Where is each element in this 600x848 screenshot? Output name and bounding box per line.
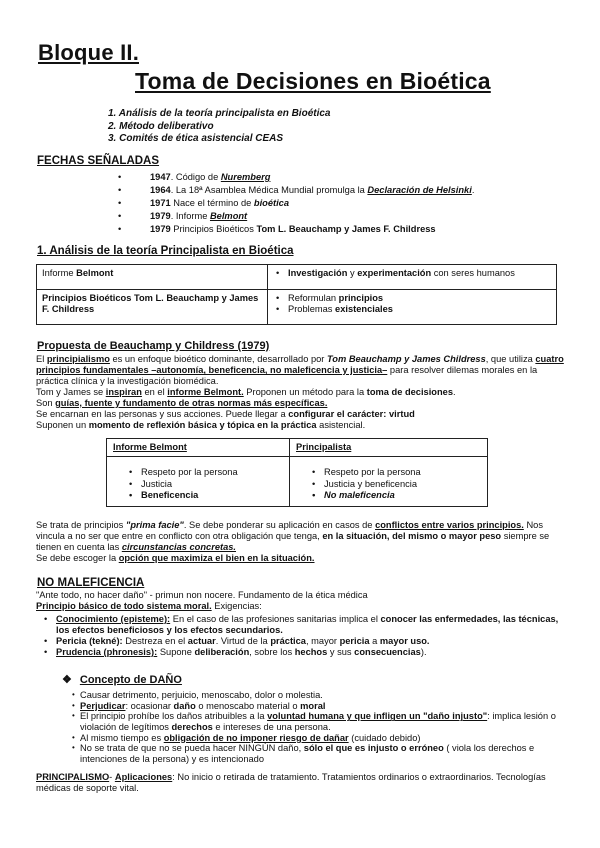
toc-item: 1. Análisis de la teoría principalista en Bioética (108, 108, 331, 119)
list-item: • Justicia y beneficencia (312, 479, 481, 490)
no-maleficencia-heading: NO MALEFICENCIA (37, 577, 145, 589)
diamond-bullet-icon: ❖ (62, 674, 72, 686)
table-header-cell: Informe Belmont (107, 439, 290, 457)
prima-facie-text: Se trata de principios "prima facie". Se debe ponderar su aplicación en casos de conflictos entre varios principios. Nos vincula a no ser que entre en conflicto con otra obligación que tenga, en la situación, del mismo o mayor peso siempre se tienen en cuenta las circunstancias concretas. Se debe escoger la opción que maximiza el bien en la situación. (36, 520, 550, 563)
table-cell (290, 457, 488, 507)
list-item: • Conocimiento (episteme): En el caso de las profesiones sanitarias implica el conocer las enfermedades, las técnicas, los efectos beneficiosos y los efectos secundarios. (44, 614, 564, 636)
list-item: • Perjudicar: ocasionar daño o menoscabo material o moral (72, 701, 564, 712)
section1-heading: 1. Análisis de la teoría Principalista en Bioética (37, 245, 294, 257)
table-of-contents (108, 108, 331, 146)
list-item: • Causar detrimento, perjuicio, menoscabo, dolor o molestia. (72, 690, 564, 701)
table-cell: • Reformulan principios • Problemas existenciales (268, 290, 557, 325)
list-item: • Prudencia (phronesis): Supone deliberación, sobre los hechos y sus consecuencias). (44, 647, 564, 658)
compare-table (106, 438, 488, 507)
list-item: • Respeto por la persona (129, 467, 283, 478)
list-item: • 1971 Nace el término de bioética (118, 198, 568, 211)
list-item: • Al mismo tiempo es obligación de no imponer riesgo de dañar (cuidado debido) (72, 733, 564, 744)
table-cell: Informe Belmont (37, 265, 268, 290)
title-line2: Toma de Decisiones en Bioética (135, 68, 491, 94)
list-item: • No maleficencia (312, 490, 481, 501)
list-item: • 1964. La 18ª Asamblea Médica Mundial promulga la Declaración de Helsinki. (118, 185, 568, 198)
title-line1: Bloque II. (38, 40, 139, 65)
list-item: • El principio prohíbe los daños atribuibles a la voluntad humana y que infligen un "daño injusto": implica lesión o violación de legítimos derechos e intereses de una persona. (72, 711, 564, 732)
dano-list (72, 690, 564, 765)
propuesta-heading: Propuesta de Beauchamp y Childress (1979) (37, 340, 270, 352)
dano-heading: ❖ Concepto de DAÑO (62, 674, 182, 686)
principalismo-text: PRINCIPALISMO- Aplicaciones: No inicio o retirada de tratamiento. Tratamientos ordinarios o extraordinarios. Tecnologías médicas de soporte vital. (36, 772, 546, 793)
fechas-heading: FECHAS SEÑALADAS (37, 155, 160, 167)
list-item: • 1979 Principios Bioéticos Tom L. Beauchamp y James F. Childress (118, 224, 568, 237)
list-item: • Pericia (tekné): Destreza en el actuar. Virtud de la práctica, mayor pericia a mayor uso. (44, 636, 564, 647)
list-item: • 1979. Informe Belmont (118, 211, 568, 224)
table-cell: • Investigación y experimentación con seres humanos (268, 265, 557, 290)
list-item: • Beneficencia (129, 490, 283, 501)
list-item: • Respeto por la persona (312, 467, 481, 478)
fechas-list (118, 172, 568, 237)
no-maleficencia-text: "Ante todo, no hacer daño" - primun non nocere. Fundamento de la ética médica Principio básico de todo sistema moral. Exigencias: (36, 590, 368, 611)
exigencias-list (44, 614, 564, 658)
list-item: • Justicia (129, 479, 283, 490)
table-header-cell: Principalista (290, 439, 488, 457)
table-cell: Principios Bioéticos Tom L. Beauchamp y James F. Childress (37, 290, 268, 325)
toc-item: 2. Método deliberativo (108, 120, 214, 132)
toc-item: 3. Comités de ética asistencial CEAS (108, 133, 284, 144)
list-item: • No se trata de que no se pueda hacer NINGÚN daño, sólo el que es injusto o erróneo ( viola los derechos e intenciones de la persona) y es intencionado (72, 743, 564, 764)
propuesta-text: El principialismo es un enfoque bioético dominante, desarrollado por Tom Beauchamp y James Childress, que utiliza cuatro principios fundamentales –autonomía, beneficencia, no maleficencia y justicia– para resolver dilemas morales en la práctica clínica y la investigación biomédica. Tom y James se inspiran en el informe Belmont. Proponen un método para la toma de decisiones. Son guías, fuente y fundamento de otras normas más específicas. Se encarnan en las personas y sus acciones. Puede llegar a configurar el carácter: virtud Suponen un momento de reflexión básica y tópica en la práctica asistencial. (36, 354, 564, 430)
list-item: • 1947. Código de Nuremberg (118, 172, 568, 185)
table-cell (107, 457, 290, 507)
belmont-table (36, 264, 557, 325)
